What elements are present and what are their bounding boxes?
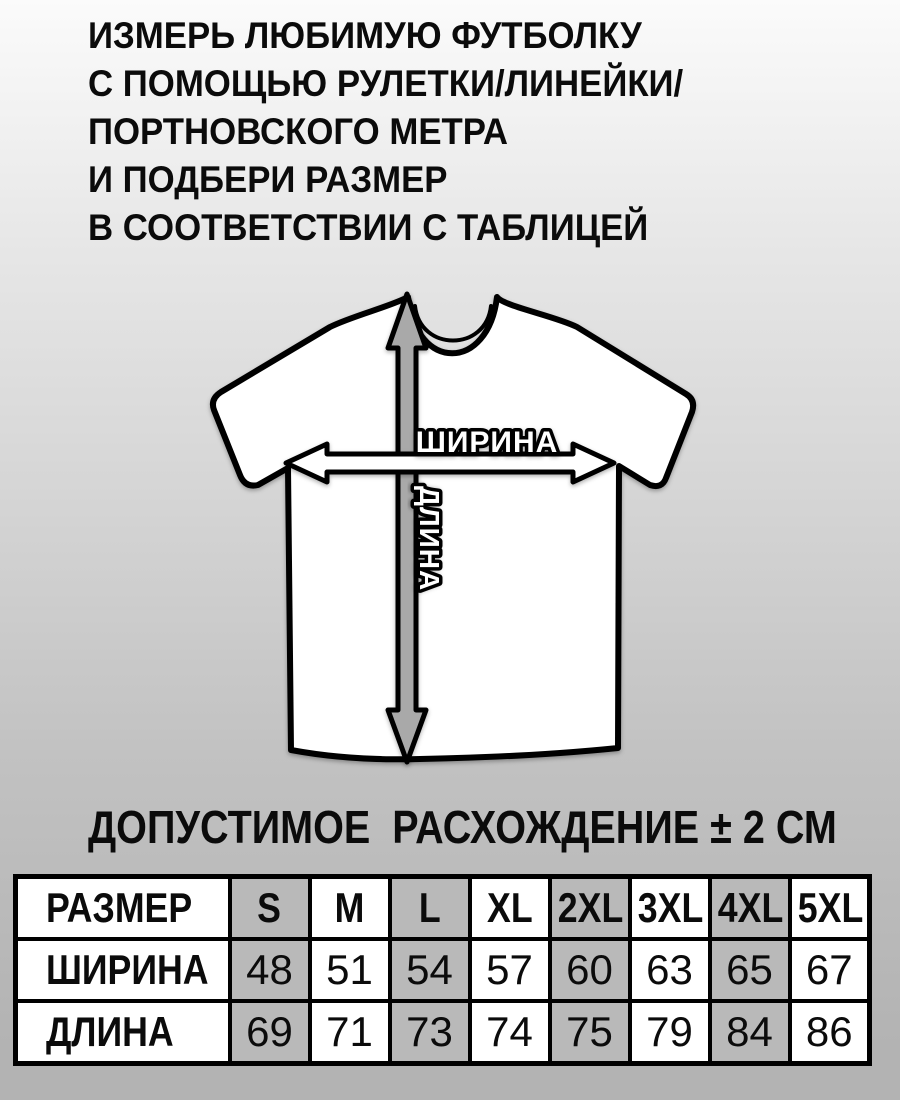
size-column-header: 5XL	[790, 877, 870, 940]
width-label: ШИРИНА	[415, 426, 559, 459]
table-row	[16, 939, 870, 1001]
headline-line: В СООТВЕТСТВИИ С ТАБЛИЦЕЙ	[88, 207, 649, 248]
size-value-cell: 65	[710, 939, 790, 1001]
size-value-cell: 67	[790, 939, 870, 1001]
row-label: ДЛИНА	[16, 1001, 230, 1064]
size-value-cell: 51	[310, 939, 390, 1001]
size-value-cell: 79	[630, 1001, 710, 1064]
size-column-header: S	[230, 877, 310, 940]
size-column-header: M	[310, 877, 390, 940]
row-label: ШИРИНА	[16, 939, 230, 1001]
size-table	[13, 874, 872, 1066]
size-column-header: 3XL	[630, 877, 710, 940]
size-column-header: L	[390, 877, 470, 940]
size-value-cell: 57	[470, 939, 550, 1001]
table-row	[16, 1001, 870, 1064]
length-label: ДЛИНА	[414, 486, 445, 592]
size-value-cell: 84	[710, 1001, 790, 1064]
size-value-cell: 48	[230, 939, 310, 1001]
collar-inner-line	[415, 306, 491, 341]
size-value-cell: 75	[550, 1001, 630, 1064]
headline-line: ПОРТНОВСКОГО МЕТРА	[88, 111, 509, 152]
size-value-cell: 54	[390, 939, 470, 1001]
size-value-cell: 63	[630, 939, 710, 1001]
headline-line: С ПОМОЩЬЮ РУЛЕТКИ/ЛИНЕЙКИ/	[88, 63, 684, 104]
row-label-header: РАЗМЕР	[16, 877, 230, 940]
tolerance-note: ДОПУСТИМОЕ РАСХОЖДЕНИЕ ± 2 СМ	[88, 801, 837, 853]
size-value-cell: 69	[230, 1001, 310, 1064]
size-table-body	[16, 877, 870, 1064]
size-value-cell: 73	[390, 1001, 470, 1064]
tshirt-outline-shape	[213, 297, 693, 759]
size-column-header: XL	[470, 877, 550, 940]
headline-line: И ПОДБЕРИ РАЗМЕР	[88, 159, 448, 200]
table-header-row	[16, 877, 870, 940]
size-value-cell: 74	[470, 1001, 550, 1064]
size-column-header: 4XL	[710, 877, 790, 940]
size-value-cell: 86	[790, 1001, 870, 1064]
size-value-cell: 60	[550, 939, 630, 1001]
headline-line: ИЗМЕРЬ ЛЮБИМУЮ ФУТБОЛКУ	[88, 15, 642, 56]
size-column-header: 2XL	[550, 877, 630, 940]
size-value-cell: 71	[310, 1001, 390, 1064]
